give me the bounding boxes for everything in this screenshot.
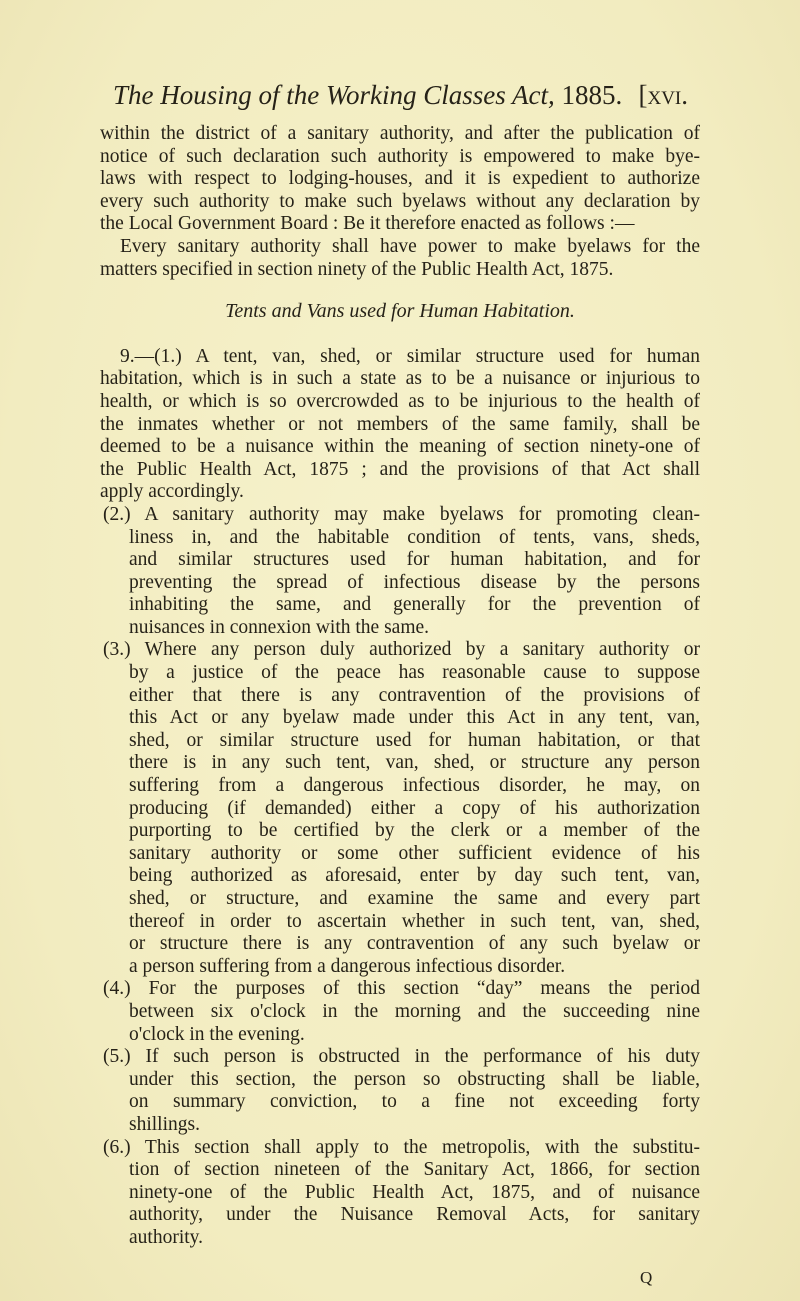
text-line: (2.) A sanitary authority may make byelaws for promoting clean- (103, 503, 700, 525)
running-header (113, 80, 688, 120)
text-line: tion of section nineteen of the Sanitary Act, 1866, for section (129, 1159, 700, 1181)
text-line: matters specified in section ninety of the Public Health Act, 1875. (100, 258, 614, 280)
text-line: apply accordingly. (100, 481, 244, 503)
subsection-2 (100, 504, 700, 640)
section-number: [xvi. (638, 80, 688, 110)
text-line: (4.) For the purposes of this section “day” means the period (103, 978, 700, 1000)
text-line: (5.) If such person is obstructed in the performance of his duty (103, 1046, 700, 1068)
text-line: shed, or similar structure used for human habitation, or that (129, 729, 700, 751)
text-line: producing (if demanded) either a copy of his authorization (129, 797, 700, 819)
text-line: and similar structures used for human habitation, and for (129, 549, 700, 571)
act-year: 1885. (554, 80, 623, 110)
subsection-1 (100, 346, 700, 504)
subsection-5 (100, 1046, 700, 1136)
text-line: 9.—(1.) A tent, van, shed, or similar structure used for human (120, 345, 700, 367)
text-line: deemed to be a nuisance within the meaning of section ninety-one of (100, 436, 700, 458)
text-line: health, or which is so overcrowded as to be injurious to the health of (100, 390, 700, 412)
section-heading: Tents and Vans used for Human Habitation. (225, 300, 575, 323)
text-line: under this section, the person so obstructing shall be liable, (129, 1068, 700, 1090)
text-line: thereof in order to ascertain whether in such tent, van, shed, (129, 910, 700, 932)
text-line: liness in, and the habitable condition of tents, vans, sheds, (129, 526, 700, 548)
signature-mark: Q (640, 1268, 653, 1287)
text-line: being authorized as aforesaid, enter by day such tent, van, (129, 865, 700, 887)
text-line: (3.) Where any person duly authorized by a sanitary authority or (103, 639, 700, 661)
text-line: notice of such declaration such authority is empowered to make bye- (100, 145, 700, 167)
subsection-6 (100, 1137, 700, 1250)
text-line: on summary conviction, to a fine not exceeding forty (129, 1091, 700, 1113)
enacting-paragraph (100, 236, 700, 281)
act-title: The Housing of the Working Classes Act, (113, 80, 555, 110)
text-line: between six o'clock in the morning and the succeeding nine (129, 1000, 700, 1022)
text-line: habitation, which is in such a state as to be a nuisance or injurious to (100, 368, 700, 390)
text-line: preventing the spread of infectious disease by the persons (129, 571, 700, 593)
text-line: by a justice of the peace has reasonable cause to suppose (129, 662, 700, 684)
text-line: laws with respect to lodging-houses, and it is expedient to authorize (100, 168, 700, 190)
text-line: this Act or any byelaw made under this Act in any tent, van, (129, 707, 700, 729)
text-line: or structure there is any contravention of any such byelaw or (129, 933, 700, 955)
text-line: inhabiting the same, and generally for the prevention of (129, 594, 700, 616)
text-line: Every sanitary authority shall have power to make byelaws for the (120, 235, 700, 257)
text-line: nuisances in connexion with the same. (129, 616, 430, 638)
text-line: (6.) This section shall apply to the metropolis, with the substitu- (103, 1136, 700, 1158)
text-line: a person suffering from a dangerous infectious disorder. (129, 955, 566, 977)
text-line: either that there is any contravention of the provisions of (129, 684, 700, 706)
text-line: ninety-one of the Public Health Act, 1875, and of nuisance (129, 1181, 700, 1203)
text-line: within the district of a sanitary authority, and after the publication of (100, 123, 700, 144)
text-line: sanitary authority or some other sufficient evidence of his (129, 842, 700, 864)
subsection-3 (100, 639, 700, 978)
text-line: shed, or structure, and examine the same and every part (129, 888, 700, 909)
text-line: suffering from a dangerous infectious disorder, he may, on (129, 775, 700, 797)
text-line: the Public Health Act, 1875 ; and the provisions of that Act shall (100, 458, 700, 480)
text-line: the inmates whether or not members of the same family, shall be (100, 413, 700, 435)
intro-paragraph (100, 123, 700, 236)
text-line: o'clock in the evening. (129, 1023, 305, 1045)
text-line: authority, under the Nuisance Removal Acts, for sanitary (129, 1204, 700, 1226)
text-line: shillings. (129, 1113, 200, 1135)
text-line: the Local Government Board : Be it therefore enacted as follows :— (100, 213, 635, 235)
running-title (113, 80, 622, 111)
page-body (100, 123, 700, 1250)
text-line: there is in any such tent, van, shed, or structure any person (129, 752, 700, 774)
text-line: purporting to be certified by the clerk or a member of the (129, 820, 700, 842)
subsection-4 (100, 978, 700, 1046)
text-line: every such authority to make such byelaws without any declaration by (100, 190, 700, 212)
text-line: authority. (129, 1226, 204, 1248)
